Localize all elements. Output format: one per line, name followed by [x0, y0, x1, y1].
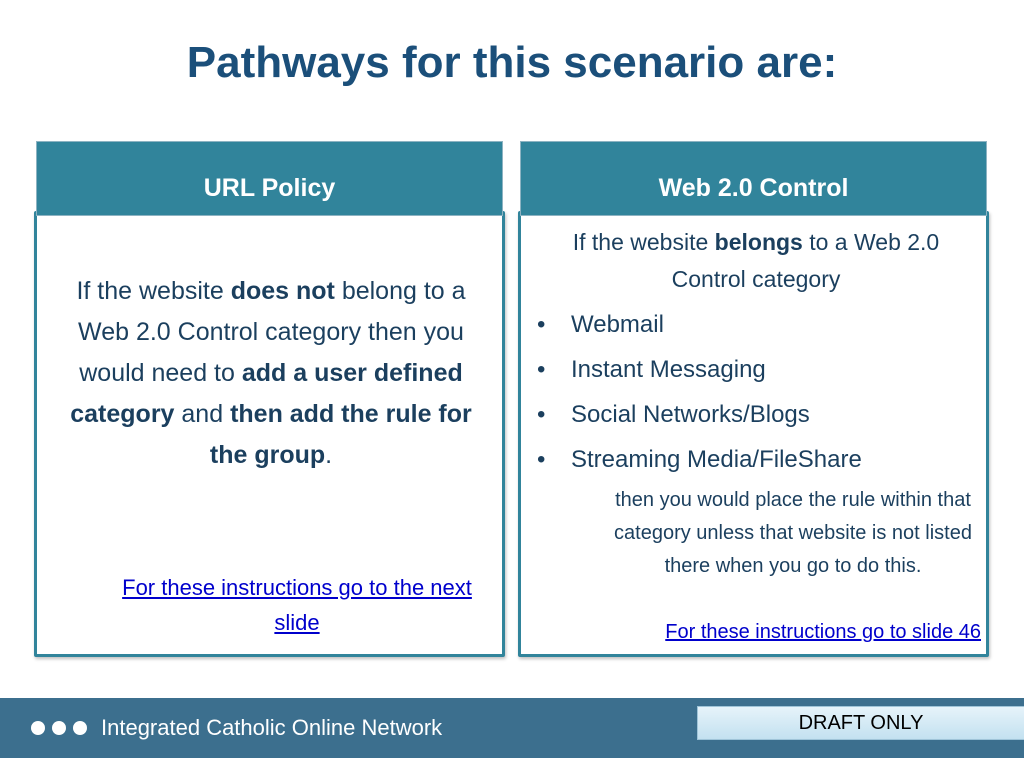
- next-slide-link-wrap: [107, 570, 487, 640]
- list-item: [533, 347, 862, 392]
- bullet-icon: •: [537, 446, 546, 473]
- text-run: If the website: [76, 277, 231, 305]
- text-run: to a Web 2.0 Control category: [671, 229, 940, 292]
- emphasis-belongs: belongs: [714, 229, 803, 255]
- bullet-icon: •: [537, 401, 546, 428]
- next-slide-link[interactable]: For these instructions go to the next slide: [122, 575, 472, 635]
- emphasis-add-rule: then add the rule for the group: [209, 400, 472, 469]
- slide-46-link[interactable]: For these instructions go to slide 46: [665, 621, 981, 643]
- footer-org-name: Integrated Catholic Online Network: [101, 715, 443, 740]
- text-run: .: [325, 441, 333, 469]
- url-policy-text: [55, 271, 487, 476]
- text-run: and: [174, 400, 231, 428]
- web20-control-header: Web 2.0 Control: [520, 141, 987, 216]
- slide-46-link-wrap: [551, 617, 981, 647]
- bullet-icon: •: [537, 356, 546, 383]
- list-item: [533, 302, 862, 347]
- list-item-label: Streaming Media/FileShare: [571, 446, 862, 473]
- web20-control-panel: [518, 211, 989, 657]
- dot: [31, 721, 45, 735]
- emphasis-add-category: add a user defined category: [70, 359, 463, 428]
- draft-badge: DRAFT ONLY: [697, 706, 1024, 740]
- text-run: If the website: [572, 229, 715, 255]
- text-run: belong to a Web 2.0 Control category then you would need to: [78, 277, 466, 387]
- category-list: [533, 302, 862, 482]
- emphasis-does-not: does not: [230, 277, 335, 305]
- list-item-label: Instant Messaging: [571, 356, 766, 383]
- slide-title: Pathways for this scenario are:: [186, 38, 838, 87]
- url-policy-panel: [34, 211, 505, 657]
- dots-icon: [31, 698, 87, 758]
- web20-note: then you would place the rule within that category unless that website is not listed there when you go to do this.: [614, 489, 972, 577]
- dot: [52, 721, 66, 735]
- list-item-label: Webmail: [571, 311, 664, 338]
- dot: [73, 721, 87, 735]
- url-policy-header: URL Policy: [36, 141, 503, 216]
- web20-intro-text: [541, 224, 971, 298]
- list-item: [533, 392, 862, 437]
- list-item: [533, 437, 862, 482]
- bullet-icon: •: [537, 311, 546, 338]
- list-item-label: Social Networks/Blogs: [571, 401, 810, 428]
